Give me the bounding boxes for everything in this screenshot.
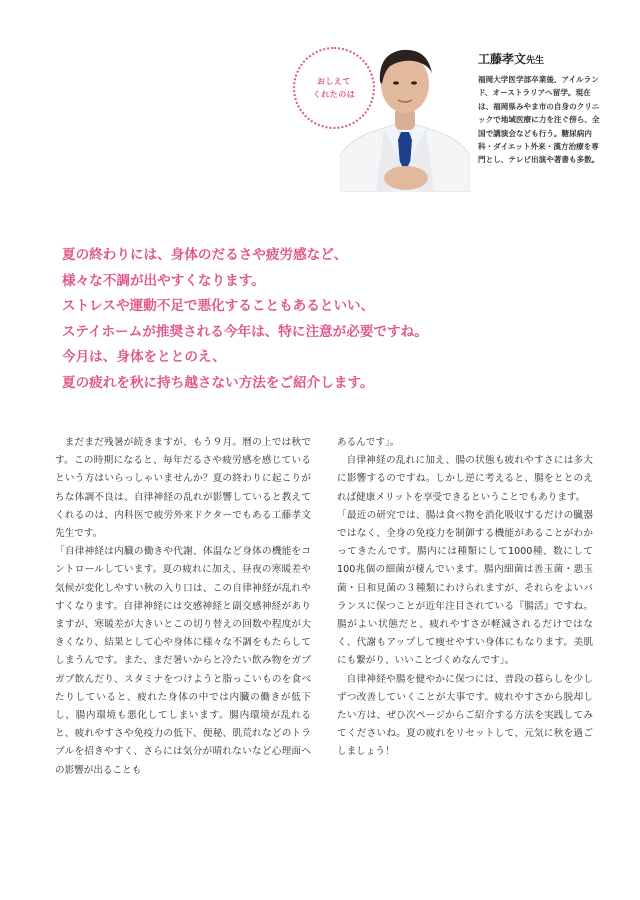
lead-line: 夏の疲れを秋に持ち越さない方法をご紹介します。 xyxy=(62,374,374,391)
body-paragraph: まだまだ残暑が続きますが、もう９月。暦の上では秋です。この時期になると、毎年だるさや疲労感を感じているという方はいらっしゃいませんか？夏の終わりに起こりがちな体調不良は、自律神経の乱れが影響していると教えてくれるのは、内科医で疲労外来ドクターでもある工藤孝文先生です。 xyxy=(55,437,311,540)
body-paragraph: 「最近の研究では、腸は食べ物を消化吸収するだけの臓器ではなく、全身の免疫力を制御する機能があることがわかってきたんです。腸内には種類にして1000種、数にして100兆個の細菌が棲んでいます。腸内細菌は善玉菌・悪玉菌・日和見菌の３種類にわけられますが、それらをよいバランスに保つことが近年注目されている『腸活』ですね。腸がよい状態だと、疲れやすさが軽減されるだけではなく、代謝もアップして痩せやすい身体にもなります。美肌にも繋がり、いいことづくめなんです」。 xyxy=(337,509,593,667)
doctor-name xyxy=(478,50,600,67)
doctor-portrait xyxy=(340,28,470,192)
lead-line: ステイホームが推奨される今年は、特に注意が必要ですね。 xyxy=(62,323,428,340)
lead-line: ストレスや運動不足で悪化することもあるといい、 xyxy=(62,298,375,315)
badge-line-1: おしえて xyxy=(317,77,351,86)
lead-line: 今月は、身体をととのえ、 xyxy=(62,349,226,366)
body-paragraph: 自律神経の乱れに加え、腸の状態も疲れやすさには多大に影響するのですね。しかし逆に考えると、腸をととのえれば健康メリットを享受できるということでもあります。 xyxy=(337,455,593,503)
doctor-portrait-image xyxy=(340,28,470,192)
doctor-honorific: 先生 xyxy=(526,56,545,66)
body-paragraph: あるんです」。 xyxy=(337,437,400,448)
doctor-profile xyxy=(478,50,600,167)
body-paragraph: 自律神経や腸を健やかに保つには、普段の暮らしを少しずつ改善していくことが大事です。疲れやすさから脱却したい方は、ぜひ次ページからご紹介する方法を実践してみてくださいね。夏の疲れをリセットして、元気に秋を過ごしましょう！ xyxy=(337,673,593,758)
body-column-left xyxy=(55,434,311,780)
lead-line: 様々な不調が出やすくなります。 xyxy=(62,272,265,289)
doctor-bio: 福岡大学医学部卒業後、アイルランド、オーストラリアへ留学。現在は、福岡県みやま市の自身のクリニックで地域医療に力を注ぐ傍ら、全国で講演会なども行う。糖尿病内科・ダイエット外来・漢方治療を専門とし、テレビ出演や著書も多数。 xyxy=(478,75,600,165)
lead-line: 夏の終わりには、身体のだるさや疲労感など、 xyxy=(62,247,348,263)
body-column-right xyxy=(337,434,593,762)
badge-line-2: くれたのは xyxy=(312,90,356,99)
lead-paragraph xyxy=(62,243,582,397)
doctor-name-text: 工藤孝文 xyxy=(478,52,527,66)
body-paragraph: 「自律神経は内臓の働きや代謝、体温など身体の機能をコントロールしています。夏の疲れに加え、昼夜の寒暖差や気候が変化しやすい秋の入り口は、この自律神経が乱れやすくなります。自律神経には交感神経と副交感神経がありますが、寒暖差が大きいとこの切り替えの回数や程度が大きくなり、結果として心や身体に様々な不調をもたらしてしまうんです。また、まだ暑いからと冷たい飲み物をガブガブ飲んだり、スタミナをつけようと脂っこいものを食べたりしていると、疲れた身体の中では内臓の働きが低下し、腸内環境も悪化してしまいます。腸内環境が乱れると、疲れやすさや免疫力の低下、便秘、肌荒れなどのトラブルを招きやすく、さらには気分が晴れないなど心理面への影響が出ることも xyxy=(55,546,311,776)
